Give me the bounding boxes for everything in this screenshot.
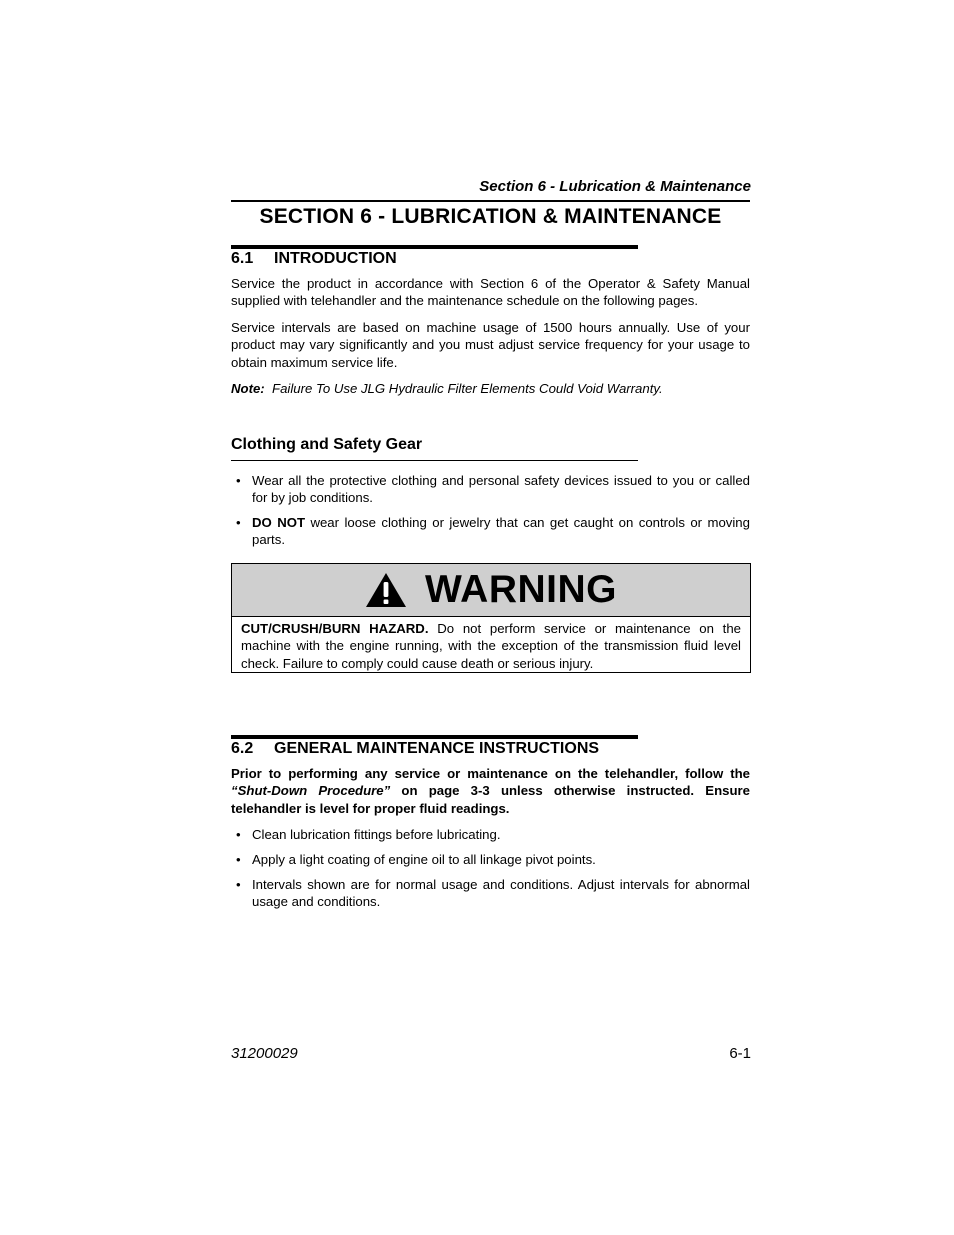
bullet-text: Wear all the protective clothing and personal safety devices issued to you or called for by job conditions. [252, 473, 750, 506]
general-title: GENERAL MAINTENANCE INSTRUCTIONS [274, 740, 600, 757]
bullet-dot: • [236, 877, 241, 892]
bullet-text: Clean lubrication fittings before lubricating. [252, 827, 501, 842]
warning-header [232, 564, 750, 617]
bullet-dot: • [236, 852, 241, 867]
intro-title: INTRODUCTION [274, 250, 397, 267]
bullet-dot: • [236, 827, 241, 842]
note-text: Failure To Use JLG Hydraulic Filter Elements Could Void Warranty. [272, 381, 663, 396]
warning-triangle-icon [365, 572, 407, 608]
general-rule [231, 735, 638, 739]
warning-body [232, 617, 750, 672]
lead-text-b: on page 3-3 unless otherwise instructed. Ensure telehandler is level for proper fluid readings. [231, 783, 750, 816]
general-bullet-3 [231, 876, 750, 911]
header-rule [231, 200, 750, 202]
running-header: Section 6 - Lubrication & Maintenance [479, 178, 751, 195]
intro-number: 6.1 [231, 250, 254, 267]
intro-rule [231, 245, 638, 249]
bullet-dot: • [236, 515, 241, 530]
footer-doc-number: 31200029 [231, 1045, 298, 1062]
clothing-bullet-2 [231, 514, 750, 549]
general-bullet-1 [231, 826, 750, 843]
warning-word: WARNING [425, 568, 617, 611]
hazard-label: CUT/CRUSH/BURN HAZARD. [241, 621, 429, 636]
general-lead-paragraph [231, 765, 750, 817]
intro-paragraph-2: Service intervals are based on machine usage of 1500 hours annually. Use of your product may vary significantly and you must adjust service frequency for your usage to obtain maximum service life. [231, 320, 750, 370]
general-heading [231, 740, 599, 758]
do-not-emphasis: DO NOT [252, 515, 306, 530]
clothing-bullet-1 [231, 472, 750, 507]
intro-heading [231, 250, 397, 268]
bullet-dot: • [236, 473, 241, 488]
clothing-rule [231, 460, 638, 461]
footer-page-number: 6-1 [729, 1045, 751, 1062]
bullet-text: Intervals shown are for normal usage and conditions. Adjust intervals for abnormal usage and conditions. [252, 877, 750, 910]
clothing-heading: Clothing and Safety Gear [231, 436, 423, 453]
general-bullet-2 [231, 851, 750, 868]
bullet-text [252, 514, 750, 549]
section-title: SECTION 6 - LUBRICATION & MAINTENANCE [259, 205, 722, 228]
intro-note [231, 381, 750, 396]
shut-down-procedure-link[interactable]: “Shut-Down Procedure” [231, 783, 391, 799]
general-number: 6.2 [231, 740, 254, 757]
intro-paragraph-1: Service the product in accordance with Section 6 of the Operator & Safety Manual supplied with telehandler and the maintenance schedule on the following pages. [231, 276, 750, 309]
lead-text-a: Prior to performing any service or maintenance on the telehandler, follow the [231, 766, 750, 781]
bullet-text-rest: wear loose clothing or jewelry that can get caught on controls or moving parts. [252, 515, 750, 548]
bullet-text: Apply a light coating of engine oil to all linkage pivot points. [252, 852, 596, 867]
warning-box [231, 563, 751, 673]
note-label: Note: [231, 381, 265, 396]
warning-text: Do not perform service or maintenance on the machine with the engine running, with the exception of the transmission fluid level check. Failure to comply could cause death or serious injury. [241, 621, 742, 671]
